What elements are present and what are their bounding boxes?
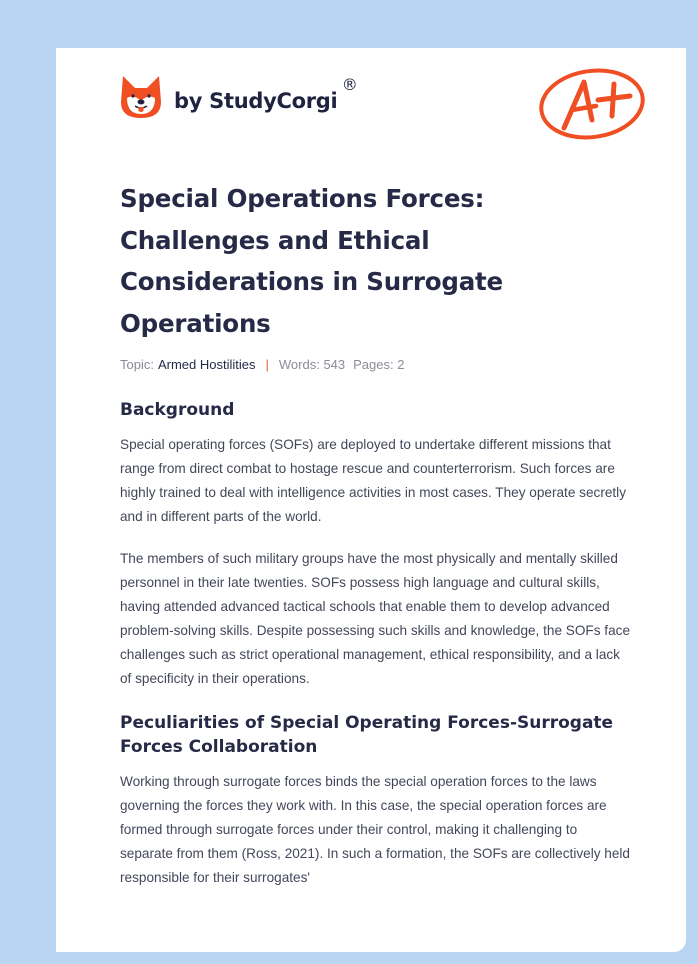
a-plus-grade-icon (536, 58, 652, 142)
brand-name (174, 75, 358, 113)
page-count: Pages: 2 (353, 357, 405, 372)
paragraph: The members of such military groups have the most physically and mentally skilled personnel in their late twenties. SOFs possess high language and cultural skills, having attended advanced tactical schools that enable them to develop advanced problem-solving skills. Despite possessing such skills and knowledge, the SOFs face challenges such as strict operational management, ethical responsibility, and a lack of specificity in their operations. (120, 551, 630, 686)
brand-text: by StudyCorgi (174, 89, 338, 113)
page-title: Special Operations Forces: Challenges and Ethical Considerations in Surrogate Operations (120, 184, 503, 338)
topic-label: Topic: (120, 357, 154, 372)
paragraph: Working through surrogate forces binds the special operation forces to the laws governing the forces they work with. In this case, the special operation forces are formed through surrogate forces under their control, making it challenging to separate from them (Ross, 2021). In such a formation, the SOFs are collectively held responsible for their surrogates' (120, 774, 630, 885)
document-card (56, 48, 686, 952)
topic-link[interactable]: Armed Hostilities (157, 357, 256, 372)
article-meta (120, 357, 630, 372)
registered-mark: ® (341, 75, 358, 94)
section-heading-background: Background (120, 400, 235, 420)
paragraph: Special operating forces (SOFs) are deployed to undertake different missions that range from direct combat to hostage rescue and counterterrorism. Such forces are highly trained to deal with intelligence activities in most cases. They operate secretly and in different parts of the world. (120, 437, 626, 524)
meta-separator: | (265, 357, 269, 372)
section-heading-peculiarities: Peculiarities of Special Operating Forces-Surrogate Forces Collaboration (120, 713, 614, 757)
article-content (120, 178, 630, 890)
brand-header[interactable] (120, 74, 358, 120)
word-count: Words: 543 (278, 357, 346, 372)
corgi-logo-icon (120, 74, 162, 120)
